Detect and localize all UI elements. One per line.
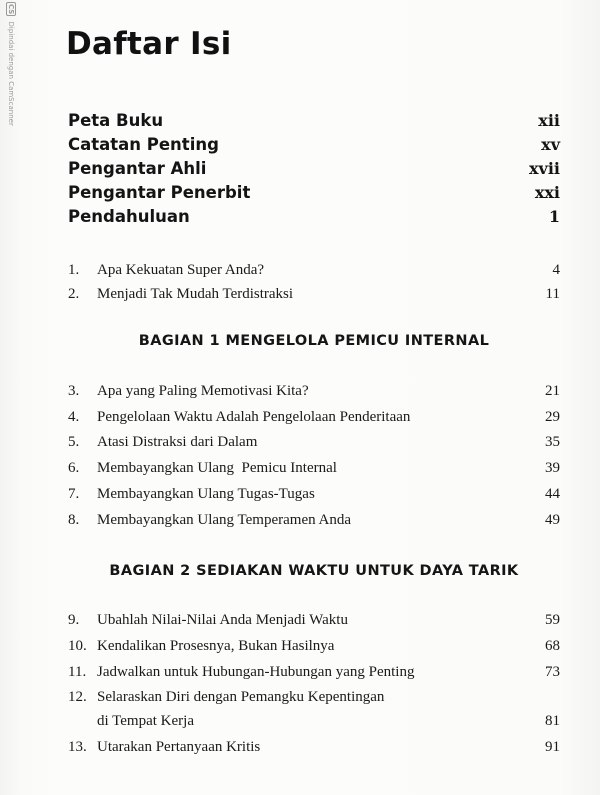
chapter-number: 3. (68, 383, 80, 399)
toc-entry-pengantar-penerbit (68, 183, 560, 202)
toc-page-number: 35 (545, 434, 560, 450)
chapter-title: Selaraskan Diri dengan Pemangku Kepentingan (97, 689, 385, 705)
toc-page-number: 1 (548, 207, 560, 226)
chapter-title-continued: di Tempat Kerja (97, 713, 194, 729)
toc-page-number: xxi (534, 183, 560, 202)
toc-page-number: 11 (545, 286, 560, 302)
chapter-number: 1. (68, 262, 80, 278)
toc-entry-catatan-penting (68, 135, 560, 154)
page-title: Daftar Isi (66, 26, 232, 62)
toc-page-number: 4 (552, 262, 560, 278)
section-heading-part1: BAGIAN 1 MENGELOLA PEMICU INTERNAL (138, 333, 490, 349)
toc-page-number: 59 (545, 612, 560, 628)
toc-page-number: xv (541, 135, 560, 154)
chapter-title: Ubahlah Nilai-Nilai Anda Menjadi Waktu (97, 612, 348, 628)
chapter-title: Kendalikan Prosesnya, Bukan Hasilnya (97, 638, 335, 654)
chapter-number: 6. (68, 460, 80, 476)
toc-page-number: 68 (545, 638, 560, 654)
toc-page-number: 44 (545, 486, 560, 502)
chapter-number: 13. (68, 739, 87, 755)
chapter-title: Jadwalkan untuk Hubungan-Hubungan yang Penting (97, 664, 415, 680)
toc-page-number: 81 (545, 713, 560, 729)
section-heading-part2: BAGIAN 2 SEDIAKAN WAKTU UNTUK DAYA TARIK (109, 563, 519, 579)
chapter-number: 7. (68, 486, 80, 502)
toc-page-number: 73 (545, 664, 560, 680)
chapter-number: 4. (68, 409, 80, 425)
toc-entry-label: Peta Buku (68, 111, 164, 130)
watermark-text: Dipindai dengan CamScanner (7, 21, 15, 126)
camscanner-watermark (4, 2, 16, 142)
chapter-number: 2. (68, 286, 80, 302)
chapter-number: 12. (68, 689, 87, 705)
chapter-title: Menjadi Tak Mudah Terdistraksi (97, 286, 294, 302)
toc-page-number: 91 (545, 739, 560, 755)
toc-page-number: 49 (545, 512, 560, 528)
chapter-title: Membayangkan Ulang Pemicu Internal (97, 460, 337, 476)
toc-entry-pendahuluan (68, 207, 560, 226)
chapter-title: Membayangkan Ulang Temperamen Anda (97, 512, 352, 528)
toc-page-number: 29 (545, 409, 560, 425)
chapter-number: 8. (68, 512, 80, 528)
toc-entry-peta-buku (68, 111, 560, 130)
chapter-number: 5. (68, 434, 80, 450)
toc-page-number: xii (538, 111, 560, 130)
chapter-title: Pengelolaan Waktu Adalah Pengelolaan Penderitaan (97, 409, 411, 425)
toc-page-number: 39 (545, 460, 560, 476)
chapter-title: Membayangkan Ulang Tugas-Tugas (97, 486, 315, 502)
chapter-number: 11. (68, 664, 87, 680)
chapter-number: 9. (68, 612, 80, 628)
chapter-title: Apa yang Paling Memotivasi Kita? (97, 383, 309, 399)
toc-entry-label: Pengantar Penerbit (68, 183, 251, 202)
toc-page-number: 21 (545, 383, 560, 399)
chapter-title: Apa Kekuatan Super Anda? (97, 262, 265, 278)
toc-entry-label: Catatan Penting (68, 135, 219, 154)
toc-entry-pengantar-ahli (68, 159, 560, 178)
toc-page-number: xvii (529, 159, 560, 178)
chapter-title: Utarakan Pertanyaan Kritis (97, 739, 261, 755)
toc-entry-label: Pengantar Ahli (68, 159, 207, 178)
chapter-title: Atasi Distraksi dari Dalam (97, 434, 258, 450)
toc-entry-label: Pendahuluan (68, 207, 190, 226)
watermark-badge: CS (7, 4, 15, 15)
chapter-number: 10. (68, 638, 87, 654)
